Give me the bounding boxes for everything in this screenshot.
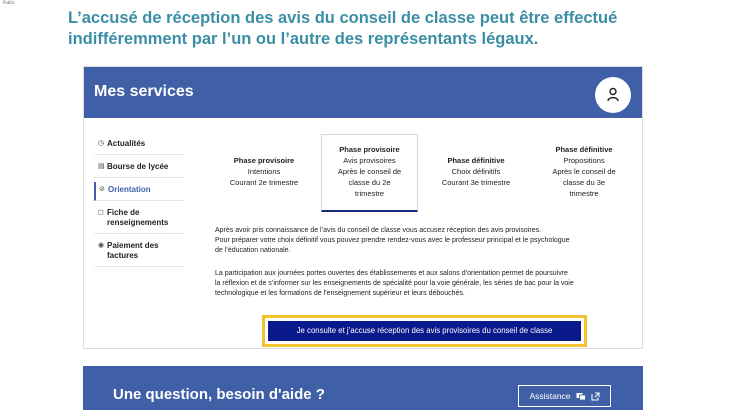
phase-title: Phase provisoire [233,156,295,165]
phase-step-choix-definitifs[interactable] [426,155,526,188]
phase-title: Phase provisoire [339,145,400,154]
phase-line: Avis provisoires [343,156,396,165]
sidebar-item-label: Orientation [108,185,151,194]
help-banner [83,366,643,410]
services-header [84,67,642,118]
phase-step-intentions[interactable] [214,155,314,188]
phase-line: Intentions [247,167,281,176]
paragraph-line: La participation aux journées portes ouvertes des établissements et aux salons d’orientation permet de poursuivre [215,270,568,277]
scholarship-icon: ▤ [98,163,105,170]
services-panel [83,66,643,349]
services-sidebar [94,136,184,267]
sidebar-item-label: Bourse de lycée [107,162,169,171]
sidebar-item-fiche[interactable] [94,205,184,234]
document-icon: ◻ [98,209,104,216]
phase-line: Après le conseil de [337,167,402,176]
phase-step-avis-provisoires[interactable] [321,134,418,212]
paragraph-line: la réflexion et de s’informer sur les enseignements de spécialité pour la voie générale, les séries de bac pour la voie [215,280,574,287]
sidebar-item-actualites[interactable] [94,136,184,155]
phase-line: trimestre [354,189,385,198]
paragraph-line: Pour préparer votre choix définitif vous pouvez prendre rendez-vous avec le professeur principal et le psychologue [215,237,570,244]
phase-line: Choix définitifs [451,167,501,176]
assistance-button[interactable] [518,385,611,407]
headline-line-2: indifféremment par l’un ou l’autre des représentants légaux. [68,30,539,48]
sidebar-item-orientation[interactable] [94,182,184,201]
phase-step-propositions[interactable] [534,144,634,199]
info-paragraph-2 [215,269,635,299]
phase-line: Propositions [563,156,605,165]
info-paragraph-1 [215,226,635,256]
page-headline [68,8,708,50]
headline-line-1: L’accusé de réception des avis du conseil de classe peut être effectué [68,9,618,27]
help-title: Une question, besoin d'aide ? [113,386,325,403]
paragraph-line: technologique et les formations de l’enseignement supérieur et leurs débouchés. [215,290,465,297]
phase-title: Phase définitive [447,156,505,165]
phase-line: Après le conseil de [552,167,616,176]
phase-line: Courant 3e trimestre [441,178,511,187]
sidebar-item-bourse[interactable] [94,159,184,178]
cta-highlight-frame [262,315,587,347]
external-link-icon [591,392,600,401]
phase-title: Phase définitive [555,145,613,154]
user-icon [606,87,620,102]
coins-icon: ◉ [98,242,105,249]
sidebar-item-label: Fiche de renseignements [107,208,169,227]
sidebar-item-paiement[interactable] [94,238,184,267]
phase-line: Courant 2e trimestre [229,178,299,187]
classification-tag: Public [3,0,15,5]
acknowledge-receipt-button[interactable]: Je consulte et j’accuse réception des avis provisoires du conseil de classe [268,321,581,341]
services-title: Mes services [94,83,194,100]
paragraph-line: de l’éducation nationale. [215,247,291,254]
sidebar-item-label: Paiement des factures [107,241,159,260]
compass-icon: ⊘ [99,186,105,193]
phase-line: classe du 3e [562,178,606,187]
assistance-label: Assistance [529,391,571,401]
phase-line: classe du 2e [348,178,391,187]
user-avatar-button[interactable] [595,77,631,113]
support-icon [576,392,586,401]
phase-line: trimestre [569,189,599,198]
sidebar-item-label: Actualités [107,139,146,148]
paragraph-line: Après avoir pris connaissance de l’avis du conseil de classe vous accusez réception des avis provisoires. [215,227,542,234]
clock-icon: ◷ [98,140,105,147]
